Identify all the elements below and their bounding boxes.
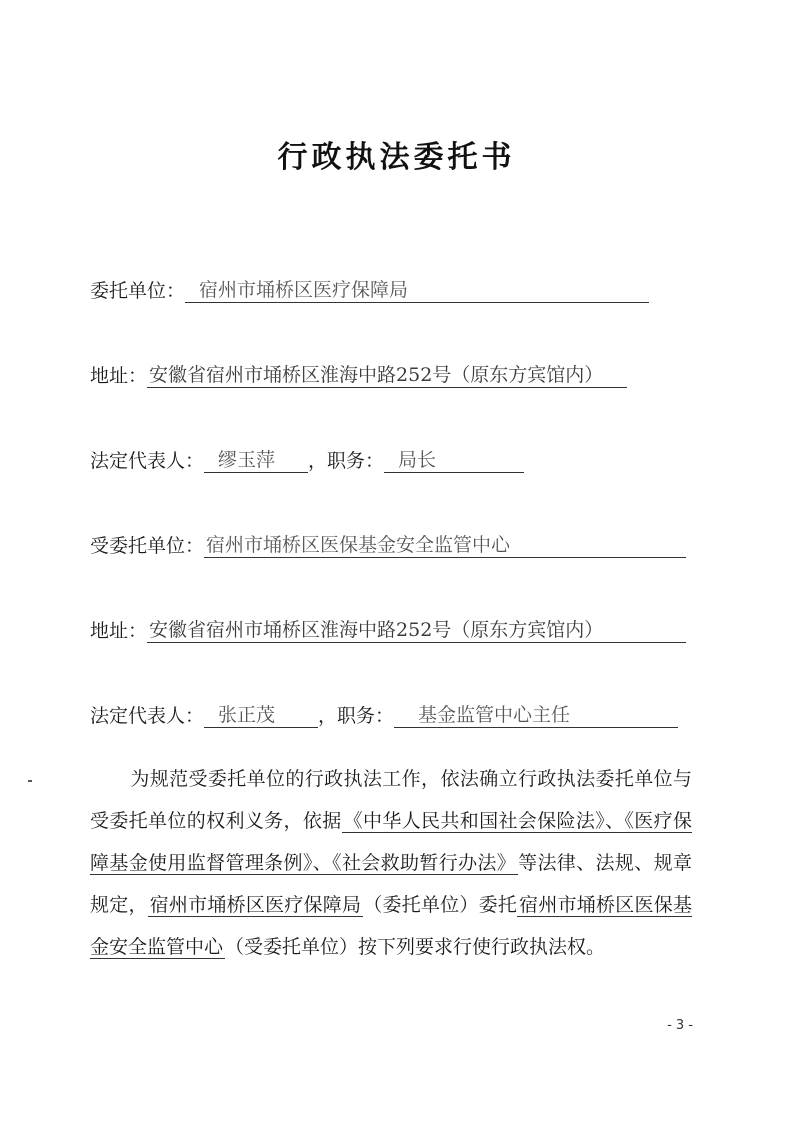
para-unit-1: 宿州市埇桥区医疗保障局 xyxy=(149,894,362,916)
para-text-4: （受委托单位）按下列要求行使行政执法权。 xyxy=(225,936,606,958)
address-value-2: 安徽省宿州市埇桥区淮海中路252号（原东方宾馆内） xyxy=(147,618,686,643)
para-unit-2: 宿州市埇桥区医保基金安全监管中心 xyxy=(90,894,692,958)
position-label-1: ，职务： xyxy=(308,450,385,472)
address-value-1: 安徽省宿州市埇桥区淮海中路252号（原东方宾馆内） xyxy=(147,363,627,388)
para-text-3: （委托单位）委托 xyxy=(363,894,518,916)
entrusted-unit-value: 宿州市埇桥区医保基金安全监管中心 xyxy=(204,533,686,558)
page-number: - 3 - xyxy=(667,1018,693,1033)
document-title: 行政执法委托书 xyxy=(277,140,516,175)
entrusted-unit-label: 受委托单位： xyxy=(90,535,205,557)
legal-rep-row-2 xyxy=(90,703,678,729)
legal-rep-row-1 xyxy=(90,448,524,474)
para-laws: 《中华人民共和国社会保险法》、《医疗保障基金使用监督管理条例》、《社会救助暂行办法》 xyxy=(90,810,692,874)
scan-mark xyxy=(28,780,32,782)
position-label-2: ，职务： xyxy=(318,705,395,727)
legal-rep-label-1: 法定代表人： xyxy=(90,450,205,472)
para-text-2: 等法律、法规、规章规定， xyxy=(90,852,692,916)
position-value-2: 基金监管中心主任 xyxy=(394,703,678,728)
entrusted-unit-row xyxy=(90,533,686,559)
entrusting-unit-label: 委托单位： xyxy=(90,280,186,302)
address-label-1: 地址： xyxy=(90,365,148,387)
legal-rep-name-1: 缪玉萍 xyxy=(204,448,308,473)
address-row-1 xyxy=(90,363,627,389)
entrusting-unit-value: 宿州市埇桥区医疗保障局 xyxy=(185,278,649,303)
legal-rep-label-2: 法定代表人： xyxy=(90,705,205,727)
position-value-1: 局长 xyxy=(384,448,524,473)
para-text-1: 为规范受委托单位的行政执法工作，依法确立行政执法委托单位与受委托单位的权利义务，依据 xyxy=(90,768,692,832)
body-paragraph xyxy=(90,758,692,968)
entrusting-unit-row xyxy=(90,278,649,304)
address-label-2: 地址： xyxy=(90,620,148,642)
address-row-2 xyxy=(90,618,686,644)
legal-rep-name-2: 张正茂 xyxy=(204,703,318,728)
